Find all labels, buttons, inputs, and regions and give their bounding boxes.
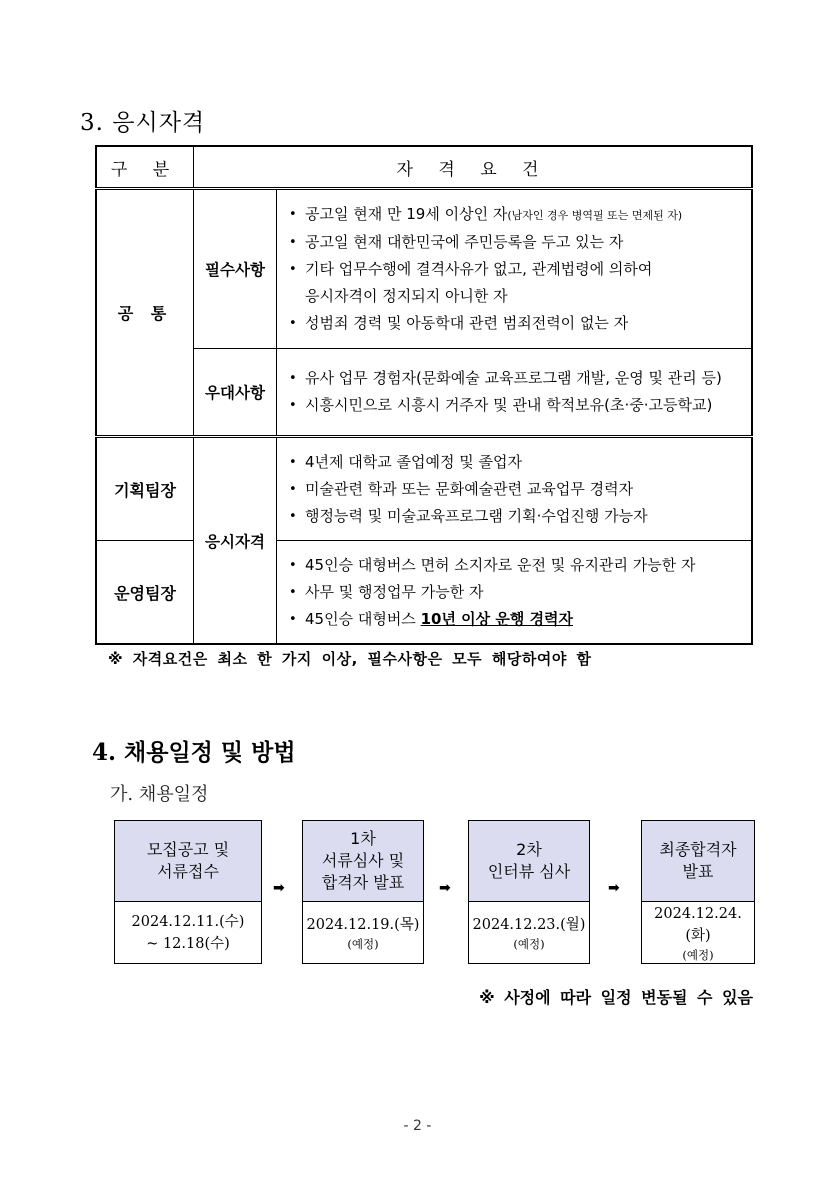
list-item: [285, 476, 747, 503]
header-requirements: 자 격 요 건: [194, 146, 753, 189]
schedule-note: ※ 사정에 따라 일정 변동될 수 있음: [479, 988, 753, 1007]
planning-item-2: 미술관련 학과 또는 문화예술관련 교육업무 경력자: [305, 479, 634, 498]
list-item: [285, 579, 747, 606]
schedule-step-3: [468, 820, 590, 964]
list-item: [285, 229, 747, 256]
operation-label: 운영팀장: [96, 541, 194, 645]
step-1-date2: ~ 12.18(수): [146, 935, 230, 952]
step-1-line1: 모집공고 및: [146, 840, 230, 859]
required-label: 필수사항: [194, 189, 277, 349]
step-2-note: (예정): [347, 936, 379, 951]
step-4-line2: 발표: [682, 862, 714, 881]
step-3-line1: 인터뷰 심사: [487, 862, 571, 881]
operation-item-3-emphasis: 10년 이상 운행 경력자: [420, 609, 574, 628]
preferred-items: [277, 349, 753, 437]
planning-items: [277, 437, 753, 541]
step-4-date: [642, 902, 754, 963]
operation-item-3-prefix: 45인승 대형버스: [305, 609, 421, 628]
list-item: [285, 392, 747, 419]
schedule-subtitle: 가. 채용일정: [110, 784, 209, 805]
list-item: [285, 201, 747, 229]
step-4-line1: 최종합격자: [659, 840, 737, 859]
step-4-date1: 2024.12.24.(화): [654, 905, 742, 944]
section4-title: 4. 채용일정 및 방법: [92, 739, 296, 766]
schedule-step-1: [114, 820, 262, 964]
required-item-3-cont: 응시자격이 정지되지 아니한 자: [305, 287, 508, 305]
planning-item-3: 행정능력 및 미술교육프로그램 기획·수업진행 가능자: [305, 506, 648, 525]
qualification-table: [95, 145, 753, 645]
page-number: - 2 -: [403, 1118, 432, 1134]
arrow-icon: ➡: [273, 880, 285, 896]
list-item: [285, 310, 747, 337]
list-item: [285, 256, 747, 310]
operation-items: [277, 541, 753, 645]
planning-row: [96, 437, 752, 541]
step-1-line2: 서류접수: [157, 862, 219, 881]
preferred-item-2: 시흥시민으로 시흥시 거주자 및 관내 학적보유(초·중·고등학교): [305, 396, 713, 414]
preferred-label: 우대사항: [194, 349, 277, 437]
required-items: [277, 189, 753, 349]
step-1-title: [115, 821, 261, 902]
table-header-row: [96, 146, 752, 189]
step-2-date1: 2024.12.19.(목): [306, 916, 420, 933]
required-item-1: 공고일 현재 만 19세 이상인 자: [305, 205, 508, 223]
operation-item-2: 사무 및 행정업무 가능한 자: [305, 582, 484, 601]
step-2-line0: 1차: [350, 829, 376, 848]
step-2-title: [303, 821, 423, 902]
required-item-1-note: (남자인 경우 병역필 또는 면제된 자): [507, 209, 683, 222]
required-item-4: 성범죄 경력 및 아동학대 관련 범죄전력이 없는 자: [305, 314, 629, 332]
header-category: 구 분: [96, 146, 194, 189]
required-item-2: 공고일 현재 대한민국에 주민등록을 두고 있는 자: [305, 233, 624, 251]
list-item: [285, 449, 747, 476]
step-3-date: [469, 902, 589, 963]
operation-item-1: 45인승 대형버스 면허 소지자로 운전 및 유지관리 가능한 자: [305, 555, 696, 574]
step-2-line1: 서류심사 및: [321, 851, 405, 870]
common-label: [96, 189, 194, 437]
planning-item-1: 4년제 대학교 졸업예정 및 졸업자: [305, 452, 522, 471]
step-1-date: [115, 902, 261, 963]
section3-title: 3. 응시자격: [80, 110, 206, 136]
arrow-icon: ➡: [608, 880, 620, 896]
step-2-date: [303, 902, 423, 963]
step-3-line0: 2차: [516, 840, 542, 859]
schedule-step-2: [302, 820, 424, 964]
arrow-icon: ➡: [439, 880, 451, 896]
preferred-item-1: 유사 업무 경험자(문화예술 교육프로그램 개발, 운영 및 관리 등): [305, 369, 722, 387]
list-item: [285, 365, 747, 392]
step-3-date1: 2024.12.23.(월): [472, 916, 586, 933]
list-item: [285, 606, 747, 633]
schedule-step-4: [641, 820, 755, 964]
qualification-note: ※ 자격요건은 최소 한 가지 이상, 필수사항은 모두 해당하여야 함: [108, 650, 592, 668]
required-item-3: 기타 업무수행에 결격사유가 없고, 관계법령에 의하여: [305, 260, 653, 278]
qualification-label: 응시자격: [194, 437, 277, 645]
step-3-note: (예정): [513, 936, 545, 951]
step-3-title: [469, 821, 589, 902]
step-2-line2: 합격자 발표: [321, 873, 405, 892]
list-item: [285, 503, 747, 530]
step-1-date1: 2024.12.11.(수): [131, 913, 245, 930]
step-4-note: (예정): [682, 947, 714, 962]
list-item: [285, 552, 747, 579]
common-preferred-row: [96, 349, 752, 437]
step-4-title: [642, 821, 754, 902]
common-label-text: 공 통: [117, 304, 173, 323]
planning-label: 기획팀장: [96, 437, 194, 541]
common-required-row: [96, 189, 752, 349]
